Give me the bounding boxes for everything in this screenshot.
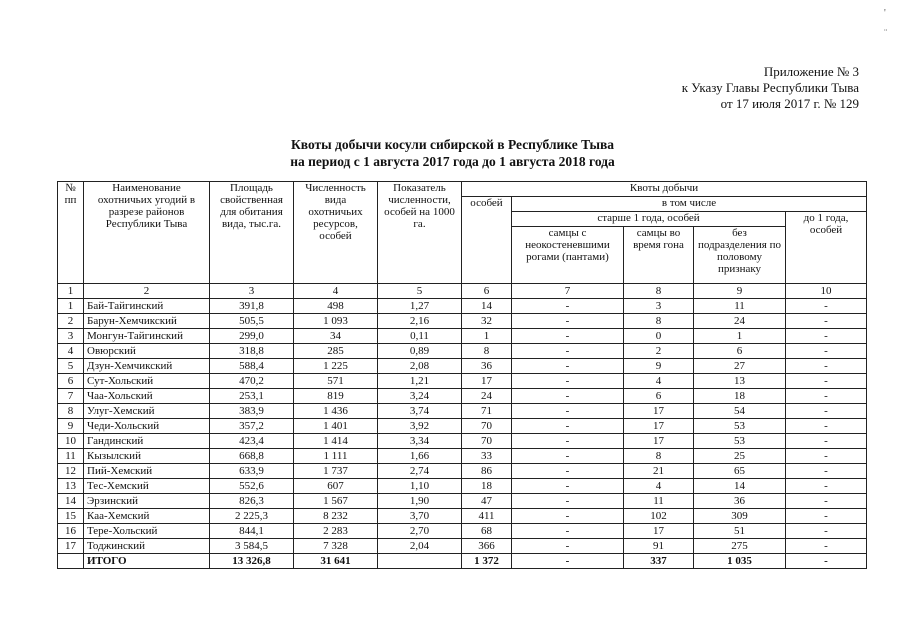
table-row (58, 329, 867, 344)
cell-population: 1 225 (294, 359, 378, 374)
cell-population: 571 (294, 374, 378, 389)
cell-young: - (786, 524, 867, 539)
cell-rut: 17 (624, 524, 694, 539)
cell-num: 6 (58, 374, 84, 389)
table-row (58, 479, 867, 494)
cell-no-sex: 6 (694, 344, 786, 359)
header-no-sex: без подразделения по половому признаку (694, 227, 786, 284)
title-line-1: Квоты добычи косули сибирской в Республике Тыва (290, 137, 615, 152)
cell-population: 1 401 (294, 419, 378, 434)
cell-population: 2 283 (294, 524, 378, 539)
table-row (58, 434, 867, 449)
cell-population: 34 (294, 329, 378, 344)
cell-no-sex: 14 (694, 479, 786, 494)
cell-no-sex: 53 (694, 434, 786, 449)
header-name: Наименование охотничьих угодий в разрезе районов Республики Тыва (84, 182, 210, 284)
cell-velvet: - (512, 314, 624, 329)
cell-young: - (786, 494, 867, 509)
cell-rut: 6 (624, 389, 694, 404)
col-number: 1 (58, 284, 84, 299)
cell-indicator: 1,90 (378, 494, 462, 509)
cell-indicator: 1,27 (378, 299, 462, 314)
cell-quota-total: 18 (462, 479, 512, 494)
cell-no-sex: 25 (694, 449, 786, 464)
cell-velvet: - (512, 404, 624, 419)
cell-quota-total: 70 (462, 419, 512, 434)
cell-young: - (786, 389, 867, 404)
cell-area: 505,5 (210, 314, 294, 329)
cell-quota-total: 70 (462, 434, 512, 449)
cell-velvet: - (512, 479, 624, 494)
column-number-row (58, 284, 867, 299)
cell-no-sex: 27 (694, 359, 786, 374)
cell-num: 9 (58, 419, 84, 434)
cell-indicator: 2,04 (378, 539, 462, 554)
cell-district: Сут-Хольский (84, 374, 210, 389)
cell-velvet: - (512, 299, 624, 314)
cell-district: Каа-Хемский (84, 509, 210, 524)
cell-district: ИТОГО (84, 554, 210, 569)
cell-district: Чеди-Хольский (84, 419, 210, 434)
cell-quota-total: 71 (462, 404, 512, 419)
cell-num: 5 (58, 359, 84, 374)
cell-area: 253,1 (210, 389, 294, 404)
cell-district: Улуг-Хемский (84, 404, 210, 419)
document-title (0, 136, 905, 170)
table-row (58, 419, 867, 434)
cell-indicator: 1,66 (378, 449, 462, 464)
cell-population: 1 737 (294, 464, 378, 479)
cell-quota-total: 1 (462, 329, 512, 344)
cell-velvet: - (512, 539, 624, 554)
cell-num: 16 (58, 524, 84, 539)
col-number: 3 (210, 284, 294, 299)
cell-district: Овюрский (84, 344, 210, 359)
cell-num: 17 (58, 539, 84, 554)
cell-indicator: 0,11 (378, 329, 462, 344)
cell-indicator (378, 554, 462, 569)
cell-population: 31 641 (294, 554, 378, 569)
cell-rut: 8 (624, 449, 694, 464)
cell-velvet: - (512, 434, 624, 449)
cell-young: - (786, 479, 867, 494)
cell-indicator: 2,70 (378, 524, 462, 539)
cell-rut: 91 (624, 539, 694, 554)
cell-num: 13 (58, 479, 84, 494)
cell-no-sex: 53 (694, 419, 786, 434)
cell-district: Гандинский (84, 434, 210, 449)
cell-population: 1 414 (294, 434, 378, 449)
appendix-number: Приложение № 3 (763, 64, 859, 79)
cell-population: 7 328 (294, 539, 378, 554)
header-velvet: самцы с неокостеневшими рогами (пантами) (512, 227, 624, 284)
cell-young: - (786, 434, 867, 449)
cell-no-sex: 54 (694, 404, 786, 419)
header-quotas: Квоты добычи (462, 182, 867, 197)
cell-velvet: - (512, 359, 624, 374)
appendix-date: от 17 июля 2017 г. № 129 (720, 96, 859, 111)
cell-velvet: - (512, 509, 624, 524)
cell-quota-total: 36 (462, 359, 512, 374)
cell-district: Тере-Хольский (84, 524, 210, 539)
table-row (58, 464, 867, 479)
cell-quota-total: 411 (462, 509, 512, 524)
cell-district: Монгун-Тайгинский (84, 329, 210, 344)
cell-num: 11 (58, 449, 84, 464)
cell-area: 391,8 (210, 299, 294, 314)
cell-area: 13 326,8 (210, 554, 294, 569)
col-number: 5 (378, 284, 462, 299)
cell-district: Дзун-Хемчикский (84, 359, 210, 374)
cell-area: 3 584,5 (210, 539, 294, 554)
table-row (58, 404, 867, 419)
cell-young: - (786, 314, 867, 329)
cell-rut: 4 (624, 374, 694, 389)
cell-velvet: - (512, 329, 624, 344)
cell-young: - (786, 509, 867, 524)
cell-area: 668,8 (210, 449, 294, 464)
cell-young: - (786, 344, 867, 359)
table-row (58, 314, 867, 329)
cell-young: - (786, 554, 867, 569)
col-number: 6 (462, 284, 512, 299)
cell-indicator: 2,74 (378, 464, 462, 479)
table-row (58, 344, 867, 359)
cell-num: 4 (58, 344, 84, 359)
cell-population: 1 093 (294, 314, 378, 329)
table-row (58, 449, 867, 464)
cell-quota-total: 24 (462, 389, 512, 404)
cell-no-sex: 65 (694, 464, 786, 479)
cell-no-sex: 24 (694, 314, 786, 329)
cell-district: Чаа-Хольский (84, 389, 210, 404)
cell-num (58, 554, 84, 569)
cell-quota-total: 14 (462, 299, 512, 314)
cell-area: 423,4 (210, 434, 294, 449)
cell-num: 12 (58, 464, 84, 479)
table-row (58, 299, 867, 314)
corner-mark-bottom: ¨ (884, 28, 888, 39)
cell-quota-total: 33 (462, 449, 512, 464)
cell-indicator: 3,24 (378, 389, 462, 404)
cell-district: Тес-Хемский (84, 479, 210, 494)
table-row (58, 494, 867, 509)
cell-population: 285 (294, 344, 378, 359)
cell-indicator: 2,08 (378, 359, 462, 374)
cell-num: 15 (58, 509, 84, 524)
cell-velvet: - (512, 449, 624, 464)
cell-no-sex: 11 (694, 299, 786, 314)
cell-num: 1 (58, 299, 84, 314)
header-num: № пп (58, 182, 84, 284)
cell-district: Бай-Тайгинский (84, 299, 210, 314)
table-row (58, 389, 867, 404)
cell-num: 7 (58, 389, 84, 404)
cell-population: 1 567 (294, 494, 378, 509)
col-number: 4 (294, 284, 378, 299)
cell-district: Кызылский (84, 449, 210, 464)
cell-indicator: 2,16 (378, 314, 462, 329)
cell-district: Пий-Хемский (84, 464, 210, 479)
cell-no-sex: 13 (694, 374, 786, 389)
quota-table (57, 181, 867, 569)
cell-area: 826,3 (210, 494, 294, 509)
cell-area: 299,0 (210, 329, 294, 344)
cell-indicator: 0,89 (378, 344, 462, 359)
cell-young: - (786, 449, 867, 464)
cell-rut: 4 (624, 479, 694, 494)
cell-velvet: - (512, 554, 624, 569)
cell-velvet: - (512, 494, 624, 509)
cell-young: - (786, 419, 867, 434)
cell-rut: 17 (624, 404, 694, 419)
cell-quota-total: 47 (462, 494, 512, 509)
cell-no-sex: 51 (694, 524, 786, 539)
cell-young: - (786, 329, 867, 344)
cell-num: 2 (58, 314, 84, 329)
cell-indicator: 3,74 (378, 404, 462, 419)
cell-population: 1 111 (294, 449, 378, 464)
cell-young: - (786, 539, 867, 554)
cell-rut: 102 (624, 509, 694, 524)
cell-no-sex: 1 035 (694, 554, 786, 569)
header-young: до 1 года, особей (786, 212, 867, 284)
cell-num: 14 (58, 494, 84, 509)
cell-young: - (786, 359, 867, 374)
cell-area: 844,1 (210, 524, 294, 539)
cell-no-sex: 275 (694, 539, 786, 554)
appendix-header (682, 64, 859, 112)
cell-velvet: - (512, 374, 624, 389)
cell-area: 470,2 (210, 374, 294, 389)
cell-indicator: 3,92 (378, 419, 462, 434)
cell-num: 8 (58, 404, 84, 419)
cell-no-sex: 1 (694, 329, 786, 344)
table-row (58, 509, 867, 524)
cell-area: 2 225,3 (210, 509, 294, 524)
cell-rut: 3 (624, 299, 694, 314)
cell-rut: 17 (624, 434, 694, 449)
header-area: Площадь свойственная для обитания вида, тыс.га. (210, 182, 294, 284)
cell-rut: 21 (624, 464, 694, 479)
cell-area: 318,8 (210, 344, 294, 359)
cell-quota-total: 32 (462, 314, 512, 329)
cell-district: Барун-Хемчикский (84, 314, 210, 329)
header-rut: самцы во время гона (624, 227, 694, 284)
col-number: 7 (512, 284, 624, 299)
cell-young: - (786, 374, 867, 389)
cell-district: Эрзинский (84, 494, 210, 509)
table-row (58, 539, 867, 554)
cell-indicator: 1,10 (378, 479, 462, 494)
cell-young: - (786, 404, 867, 419)
cell-rut: 11 (624, 494, 694, 509)
cell-area: 357,2 (210, 419, 294, 434)
cell-num: 3 (58, 329, 84, 344)
corner-mark-top: ' (884, 8, 886, 19)
cell-district: Тоджинский (84, 539, 210, 554)
cell-quota-total: 366 (462, 539, 512, 554)
cell-rut: 337 (624, 554, 694, 569)
cell-rut: 8 (624, 314, 694, 329)
cell-area: 552,6 (210, 479, 294, 494)
table-body (58, 299, 867, 569)
total-row (58, 554, 867, 569)
col-number: 10 (786, 284, 867, 299)
appendix-decree: к Указу Главы Республики Тыва (681, 80, 859, 95)
table-row (58, 374, 867, 389)
cell-population: 1 436 (294, 404, 378, 419)
cell-population: 819 (294, 389, 378, 404)
cell-quota-total: 17 (462, 374, 512, 389)
cell-young: - (786, 464, 867, 479)
table-row (58, 359, 867, 374)
cell-rut: 0 (624, 329, 694, 344)
cell-quota-total: 68 (462, 524, 512, 539)
cell-indicator: 3,70 (378, 509, 462, 524)
cell-area: 633,9 (210, 464, 294, 479)
cell-no-sex: 309 (694, 509, 786, 524)
cell-velvet: - (512, 344, 624, 359)
header-older: старше 1 года, особей (512, 212, 786, 227)
cell-young: - (786, 299, 867, 314)
cell-rut: 9 (624, 359, 694, 374)
cell-no-sex: 36 (694, 494, 786, 509)
cell-area: 383,9 (210, 404, 294, 419)
header-indicator: Показатель численности, особей на 1000 га. (378, 182, 462, 284)
cell-population: 607 (294, 479, 378, 494)
cell-quota-total: 8 (462, 344, 512, 359)
header-population: Численность вида охотничьих ресурсов, особей (294, 182, 378, 284)
col-number: 8 (624, 284, 694, 299)
header-including: в том числе (512, 197, 867, 212)
cell-quota-total: 86 (462, 464, 512, 479)
cell-no-sex: 18 (694, 389, 786, 404)
cell-population: 498 (294, 299, 378, 314)
cell-num: 10 (58, 434, 84, 449)
cell-population: 8 232 (294, 509, 378, 524)
title-line-2: на период с 1 августа 2017 года до 1 августа 2018 года (290, 154, 615, 169)
cell-velvet: - (512, 419, 624, 434)
cell-velvet: - (512, 464, 624, 479)
col-number: 2 (84, 284, 210, 299)
col-number: 9 (694, 284, 786, 299)
cell-rut: 2 (624, 344, 694, 359)
cell-velvet: - (512, 389, 624, 404)
cell-rut: 17 (624, 419, 694, 434)
cell-quota-total: 1 372 (462, 554, 512, 569)
cell-indicator: 1,21 (378, 374, 462, 389)
cell-area: 588,4 (210, 359, 294, 374)
table-row (58, 524, 867, 539)
cell-indicator: 3,34 (378, 434, 462, 449)
cell-velvet: - (512, 524, 624, 539)
header-total: особей (462, 197, 512, 284)
